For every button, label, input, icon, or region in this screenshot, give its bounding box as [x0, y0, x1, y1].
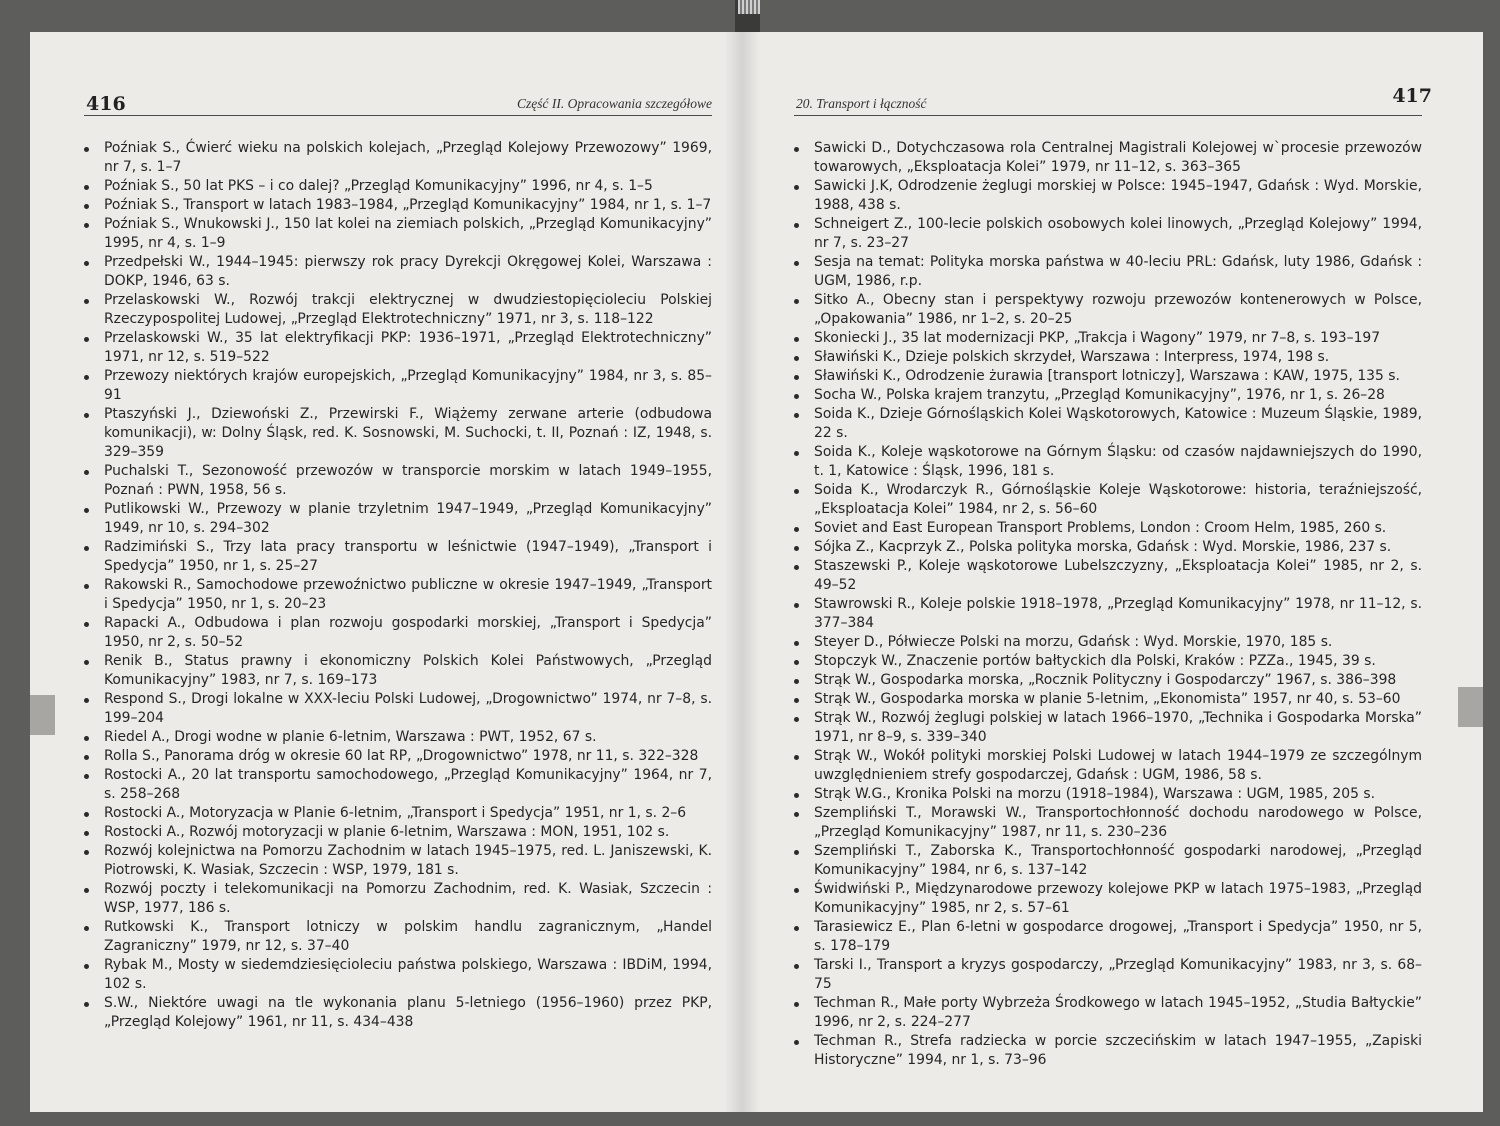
right-page — [742, 32, 1483, 1112]
page-number: 417 — [1392, 85, 1432, 107]
bibliography-entry: Poźniak S., 50 lat PKS – i co dalej? „Przegląd Komunikacyjny” 1996, nr 4, s. 1–5 — [82, 177, 712, 196]
bibliography-entry: Tarski I., Transport a kryzys gospodarczy, „Przegląd Komunikacyjny” 1983, nr 3, s. 68–75 — [792, 956, 1422, 994]
bibliography-entry: Rapacki A., Odbudowa i plan rozwoju gospodarki morskiej, „Transport i Spedycja” 1950, nr 2, s. 50–52 — [82, 614, 712, 652]
bibliography-entry: Strąk W., Rozwój żeglugi polskiej w latach 1966–1970, „Technika i Gospodarka Morska” 1971, nr 8–9, s. 339–340 — [792, 709, 1422, 747]
bibliography-entry: Poźniak S., Ćwierć wieku na polskich kolejach, „Przegląd Kolejowy Przewozowy” 1969, nr 7, s. 1–7 — [82, 139, 712, 177]
bibliography-entry: Puchalski T., Sezonowość przewozów w transporcie morskim w latach 1949–1955, Poznań : PWN, 1958, 56 s. — [82, 462, 712, 500]
bibliography-entry: Stawrowski R., Koleje polskie 1918–1978, „Przegląd Komunikacyjny” 1978, nr 11–12, s. 377–384 — [792, 595, 1422, 633]
bibliography-list — [82, 139, 712, 1032]
bibliography-entry: Strąk W., Gospodarka morska, „Rocznik Polityczny i Gospodarczy” 1967, s. 386–398 — [792, 671, 1422, 690]
bibliography-entry: Techman R., Małe porty Wybrzeża Środkowego w latach 1945–1952, „Studia Bałtyckie” 1996, nr 2, s. 224–277 — [792, 994, 1422, 1032]
bibliography-entry: Sławiński K., Odrodzenie żurawia [transport lotniczy], Warszawa : KAW, 1975, 135 s. — [792, 367, 1422, 386]
bibliography-entry: Schneigert Z., 100-lecie polskich osobowych kolei linowych, „Przegląd Kolejowy” 1994, nr 7, s. 23–27 — [792, 215, 1422, 253]
bibliography-entry: Sójka Z., Kacprzyk Z., Polska polityka morska, Gdańsk : Wyd. Morskie, 1986, 237 s. — [792, 538, 1422, 557]
thumb-index-tab — [1458, 687, 1483, 727]
bibliography-entry: Soviet and East European Transport Problems, London : Croom Helm, 1985, 260 s. — [792, 519, 1422, 538]
bibliography-entry: Rutkowski K., Transport lotniczy w polskim handlu zagranicznym, „Handel Zagraniczny” 1979, nr 12, s. 37–40 — [82, 918, 712, 956]
bibliography-entry: Rozwój poczty i telekomunikacji na Pomorzu Zachodnim, red. K. Wasiak, Szczecin : WSP, 1977, 186 s. — [82, 880, 712, 918]
running-head: Część II. Opracowania szczegółowe — [517, 96, 712, 111]
bibliography-entry: Radzimiński S., Trzy lata pracy transportu w leśnictwie (1947–1949), „Transport i Spedycja” 1950, nr 1, s. 25–27 — [82, 538, 712, 576]
bibliography-entry: Riedel A., Drogi wodne w planie 6-letnim, Warszawa : PWT, 1952, 67 s. — [82, 728, 712, 747]
bibliography-entry: Tarasiewicz E., Plan 6-letni w gospodarce drogowej, „Transport i Spedycja” 1950, nr 5, s. 178–179 — [792, 918, 1422, 956]
bibliography-entry: Poźniak S., Transport w latach 1983–1984, „Przegląd Komunikacyjny” 1984, nr 1, s. 1–7 — [82, 196, 712, 215]
bibliography-entry: Sławiński K., Dzieje polskich skrzydeł, Warszawa : Interpress, 1974, 198 s. — [792, 348, 1422, 367]
bibliography-entry: Sawicki J.K, Odrodzenie żeglugi morskiej w Polsce: 1945–1947, Gdańsk : Wyd. Morskie, 1988, 438 s. — [792, 177, 1422, 215]
bibliography-entry: Sitko A., Obecny stan i perspektywy rozwoju przewozów kontenerowych w Polsce, „Opakowania” 1986, nr 1–2, s. 20–25 — [792, 291, 1422, 329]
bibliography-entry: Soida K., Dzieje Górnośląskich Kolei Wąskotorowych, Katowice : Muzeum Śląskie, 1989, 22 s. — [792, 405, 1422, 443]
bibliography-entry: Strąk W.G., Kronika Polski na morzu (1918–1984), Warszawa : UGM, 1985, 205 s. — [792, 785, 1422, 804]
bibliography-entry: Socha W., Polska krajem tranzytu, „Przegląd Komunikacyjny”, 1976, nr 1, s. 26–28 — [792, 386, 1422, 405]
bibliography-entry: Rybak M., Mosty w siedemdziesięcioleciu państwa polskiego, Warszawa : IBDiM, 1994, 102 s. — [82, 956, 712, 994]
bibliography-entry: Stopczyk W., Znaczenie portów bałtyckich dla Polski, Kraków : PZZa., 1945, 39 s. — [792, 652, 1422, 671]
thumb-index-tab — [30, 695, 55, 735]
bibliography-entry: Steyer D., Półwiecze Polski na morzu, Gdańsk : Wyd. Morskie, 1970, 185 s. — [792, 633, 1422, 652]
gutter-shadow — [742, 32, 760, 1112]
gutter-shadow — [724, 32, 742, 1112]
bibliography-entry: Szempliński T., Zaborska K., Transportochłonność gospodarki narodowej, „Przegląd Komunikacyjny” 1984, nr 6, s. 137–142 — [792, 842, 1422, 880]
bibliography-entry: Putlikowski W., Przewozy w planie trzyletnim 1947–1949, „Przegląd Komunikacyjny” 1949, nr 10, s. 294–302 — [82, 500, 712, 538]
bibliography-entry: Rostocki A., 20 lat transportu samochodowego, „Przegląd Komunikacyjny” 1964, nr 7, s. 258–268 — [82, 766, 712, 804]
bibliography-entry: Sesja na temat: Polityka morska państwa w 40-leciu PRL: Gdańsk, luty 1986, Gdańsk : UGM, 1986, r.p. — [792, 253, 1422, 291]
bibliography-entry: Przelaskowski W., Rozwój trakcji elektrycznej w dwudziestopięcioleciu Polskiej Rzeczypospolitej Ludowej, „Przegląd Elektrotechniczny” 1971, nr 3, s. 118–122 — [82, 291, 712, 329]
bibliography-entry: Strąk W., Gospodarka morska w planie 5-letnim, „Ekonomista” 1957, nr 40, s. 53–60 — [792, 690, 1422, 709]
bibliography-entry: S.W., Niektóre uwagi na tle wykonania planu 5-letniego (1956–1960) przez PKP, „Przegląd Kolejowy” 1961, nr 11, s. 434–438 — [82, 994, 712, 1032]
bibliography-entry: Skoniecki J., 35 lat modernizacji PKP, „Trakcja i Wagony” 1979, nr 7–8, s. 193–197 — [792, 329, 1422, 348]
spine-label — [738, 0, 760, 14]
bibliography-entry: Rolla S., Panorama dróg w okresie 60 lat RP, „Drogownictwo” 1978, nr 11, s. 322–328 — [82, 747, 712, 766]
bibliography-entry: Rostocki A., Rozwój motoryzacji w planie 6-letnim, Warszawa : MON, 1951, 102 s. — [82, 823, 712, 842]
bibliography-entry: Soida K., Wrodarczyk R., Górnośląskie Koleje Wąskotorowe: historia, teraźniejszość, „Eksploatacja Kolei” 1984, nr 2, s. 56–60 — [792, 481, 1422, 519]
bibliography-entry: Soida K., Koleje wąskotorowe na Górnym Śląsku: od czasów najdawniejszych do 1990, t. 1, Katowice : Śląsk, 1996, 181 s. — [792, 443, 1422, 481]
bibliography-entry: Rozwój kolejnictwa na Pomorzu Zachodnim w latach 1945–1975, red. L. Janiszewski, K. Piotrowski, K. Wasiak, Szczecin : WSP, 1979, 181 s. — [82, 842, 712, 880]
bibliography-entry: Szempliński T., Morawski W., Transportochłonność dochodu narodowego w Polsce, „Przegląd Komunikacyjny” 1987, nr 11, s. 230–236 — [792, 804, 1422, 842]
bibliography-entry: Strąk W., Wokół polityki morskiej Polski Ludowej w latach 1944–1979 ze szczególnym uwzględnieniem strefy gospodarczej, Gdańsk : UGM, 1986, 58 s. — [792, 747, 1422, 785]
bibliography-entry: Staszewski P., Koleje wąskotorowe Lubelszczyzny, „Eksploatacja Kolei” 1985, nr 2, s. 49–52 — [792, 557, 1422, 595]
bibliography-entry: Rakowski R., Samochodowe przewoźnictwo publiczne w okresie 1947–1949, „Transport i Spedycja” 1950, nr 1, s. 20–23 — [82, 576, 712, 614]
bibliography-entry: Techman R., Strefa radziecka w porcie szczecińskim w latach 1947–1955, „Zapiski Historyczne” 1994, nr 1, s. 73–96 — [792, 1032, 1422, 1070]
bibliography-entry: Przewozy niektórych krajów europejskich, „Przegląd Komunikacyjny” 1984, nr 3, s. 85–91 — [82, 367, 712, 405]
bibliography-entry: Rostocki A., Motoryzacja w Planie 6-letnim, „Transport i Spedycja” 1951, nr 1, s. 2–6 — [82, 804, 712, 823]
bibliography-entry: Poźniak S., Wnukowski J., 150 lat kolei na ziemiach polskich, „Przegląd Komunikacyjny” 1995, nr 4, s. 1–9 — [82, 215, 712, 253]
bibliography-entry: Respond S., Drogi lokalne w XXX-leciu Polski Ludowej, „Drogownictwo” 1974, nr 7–8, s. 199–204 — [82, 690, 712, 728]
bibliography-entry: Świdwiński P., Międzynarodowe przewozy kolejowe PKP w latach 1975–1983, „Przegląd Komunikacyjny” 1985, nr 2, s. 57–61 — [792, 880, 1422, 918]
bibliography-entry: Sawicki D., Dotychczasowa rola Centralnej Magistrali Kolejowej w`procesie przewozów towarowych, „Eksploatacja Kolei” 1979, nr 11–12, s. 363–365 — [792, 139, 1422, 177]
bibliography-entry: Przedpełski W., 1944–1945: pierwszy rok pracy Dyrekcji Okręgowej Kolei, Warszawa : DOKP, 1946, 63 s. — [82, 253, 712, 291]
bibliography-entry: Przelaskowski W., 35 lat elektryfikacji PKP: 1936–1971, „Przegląd Elektrotechniczny” 1971, nr 12, s. 519–522 — [82, 329, 712, 367]
page-number: 416 — [86, 93, 126, 115]
bibliography-entry: Renik B., Status prawny i ekonomiczny Polskich Kolei Państwowych, „Przegląd Komunikacyjny” 1983, nr 7, s. 169–173 — [82, 652, 712, 690]
page-header — [794, 85, 1432, 116]
running-head: 20. Transport i łączność — [796, 96, 927, 111]
page-header — [84, 87, 712, 116]
left-page — [30, 32, 743, 1112]
bibliography-list — [792, 139, 1422, 1070]
bibliography-entry: Ptaszyński J., Dziewoński Z., Przewirski F., Wiążemy zerwane arterie (odbudowa komunikacji), w: Dolny Śląsk, red. K. Sosnowski, M. Suchocki, t. II, Poznań : IZ, 1948, s. 329–359 — [82, 405, 712, 462]
